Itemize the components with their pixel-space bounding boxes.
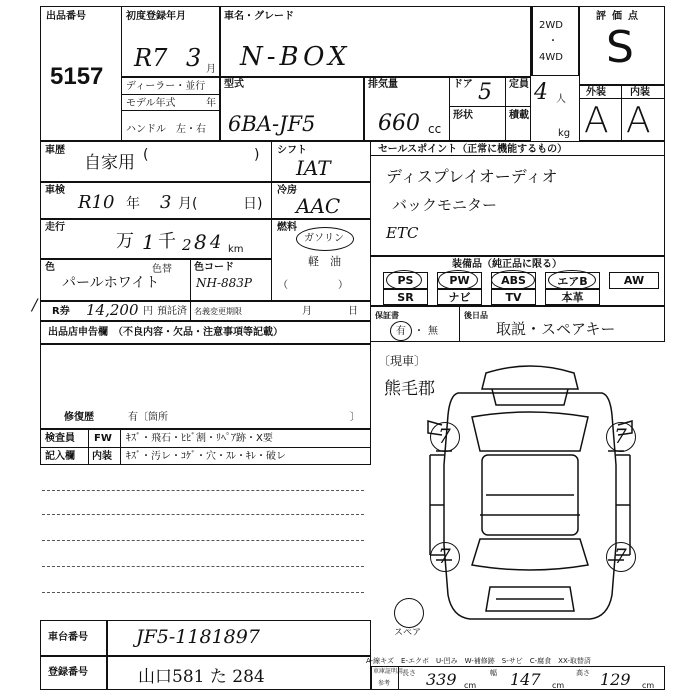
car-diagram — [400, 355, 660, 635]
dims-length-value: 339 — [426, 670, 457, 689]
lot-number: 5157 — [50, 63, 104, 90]
recycle-deposit: 預託済 — [157, 306, 187, 317]
fuel-paren: （ ） — [278, 280, 348, 291]
door-value: 5 — [478, 80, 492, 105]
chassis-label: 車台番号 — [48, 632, 88, 643]
fuel-gas: ガソリン — [304, 233, 344, 244]
accessories-label: 後日品 — [464, 311, 488, 320]
equip-tv: TV — [491, 289, 536, 305]
equip-airbag: エアB — [545, 272, 600, 289]
dims-width-label: 幅 — [490, 669, 497, 677]
grade-eval-label: 評価点 — [596, 11, 644, 22]
color-code-value: NH-883P — [196, 276, 252, 290]
capacity-label: 定員 — [509, 79, 529, 90]
ext-label: 外装 — [586, 87, 606, 98]
accessories-value: 取説・スペアキー — [496, 320, 616, 338]
int-label: 内装 — [630, 87, 650, 98]
mileage-one: 1 — [142, 230, 155, 254]
inspection-year-unit: 年 — [126, 196, 140, 212]
equip-pw-circle — [438, 270, 478, 290]
ext-value: A — [584, 100, 609, 141]
plate-label: 登録番号 — [48, 667, 88, 678]
grade-eval-value: S — [606, 22, 634, 73]
dims-label-1: 車庫証明用 — [373, 668, 404, 675]
shape-label: 形状 — [453, 110, 473, 121]
recycle-unit: 円 — [143, 306, 153, 317]
recycle-label: R券 — [52, 306, 70, 317]
tire-fl-value: 7 — [438, 424, 451, 448]
equip-sr: SR — [383, 289, 428, 305]
first-reg-month-unit: 月 — [206, 64, 216, 75]
repair-text: 有〔箇所 — [128, 412, 168, 423]
sales-point-line-1: ディスプレイオーディオ — [386, 167, 558, 186]
warranty-yes: 有 — [396, 326, 406, 337]
dims-height-value: 129 — [600, 670, 631, 689]
dealer-label: ディーラー・並行 — [126, 81, 206, 92]
equip-airbag-circle — [548, 270, 596, 290]
dims-height-unit: cm — [642, 681, 655, 690]
inspector-naiso: 内装 — [92, 451, 112, 462]
tire-rr-value: 7 — [614, 544, 627, 568]
history-open: ( — [143, 147, 149, 163]
history-value: 自家用 — [84, 153, 135, 173]
equip-ps-circle — [386, 270, 422, 290]
shift-label: シフト — [277, 145, 307, 156]
repair-label: 修復歴 — [64, 412, 94, 423]
model-label: 型式 — [224, 79, 244, 90]
dims-width-value: 147 — [510, 670, 541, 689]
plate-value: 山口581 た 284 — [138, 667, 265, 687]
sales-point-line-3: ETC — [386, 224, 419, 242]
mileage-d1: 2 — [182, 236, 192, 254]
recycle-value: 14,200 — [86, 301, 139, 319]
drive-dot: ・ — [548, 36, 558, 47]
first-reg-era: R7 — [134, 44, 168, 72]
car-name-label: 車名・グレード — [224, 11, 294, 22]
door-label: ドア — [453, 79, 473, 90]
fuel-label: 燃料 — [277, 222, 297, 233]
mileage-d3: 4 — [210, 232, 222, 253]
capacity-value: 4 — [534, 80, 548, 105]
drive-2wd: 2WD — [539, 20, 563, 31]
model-year-label: モデル年式 — [126, 98, 176, 109]
mileage-d2: 8 — [194, 230, 207, 254]
model-value: 6BA-JF5 — [228, 112, 316, 136]
displacement-unit: cc — [428, 122, 442, 136]
genkyo-note: 熊毛郡 — [384, 379, 435, 399]
model-year-unit: 年 — [206, 98, 216, 109]
cooler-value: AAC — [296, 194, 341, 218]
displacement-value: 660 — [378, 111, 420, 136]
mileage-man: 万 — [116, 231, 134, 252]
warranty-label: 保証書 — [375, 311, 399, 320]
color-value: パールホワイト — [62, 275, 160, 291]
tire-rl-value: 7 — [438, 544, 451, 568]
equip-ps: PS — [383, 272, 428, 289]
chassis-value: JF5-1181897 — [136, 626, 260, 648]
inspection-label: 車検 — [45, 185, 65, 196]
drive-4wd: 4WD — [539, 52, 563, 63]
equip-abs-circle — [491, 270, 535, 290]
inspector-fw: FW — [94, 433, 112, 444]
sales-point-line-2: バックモニター — [392, 196, 498, 214]
mileage-unit: km — [228, 244, 244, 255]
dims-label-2: 参考 — [378, 680, 391, 687]
mileage-label: 走行 — [45, 222, 65, 233]
name-change-day: 日 — [348, 306, 358, 317]
dims-width-unit: cm — [552, 681, 565, 690]
equip-abs: ABS — [491, 272, 536, 289]
color-change: 色替 — [152, 264, 172, 275]
color-label: 色 — [45, 262, 55, 273]
car-name-value: N-BOX — [240, 42, 351, 72]
int-value: A — [626, 100, 651, 141]
dims-length-unit: cm — [464, 681, 477, 690]
inspector-label-1: 検査員 — [45, 433, 75, 444]
color-code-label: 色コード — [194, 262, 234, 273]
capacity-unit: 人 — [556, 94, 566, 105]
cooler-label: 冷房 — [277, 185, 297, 196]
first-reg-label: 初度登録年月 — [126, 11, 186, 22]
inspector-naiso-text: ｷｽﾞ・汚レ・ｺｹﾞ・穴・ｽﾚ・ｷﾚ・破レ — [126, 451, 286, 462]
inspector-label-2: 記入欄 — [45, 451, 75, 462]
load-unit: kg — [558, 128, 571, 139]
shift-value: IAT — [296, 156, 331, 180]
dims-length-label: 長さ — [402, 669, 416, 677]
damage-legend: A-線キズ E-エクボ U-凹み W-補修跡 S-サビ C-腐食 XX-取替済 — [366, 657, 591, 665]
warranty-sep: ・ — [414, 326, 424, 337]
inspection-day-unit: 日) — [243, 196, 263, 212]
inspection-month: 3 — [160, 192, 172, 213]
dims-height-label: 高さ — [576, 669, 590, 677]
inspector-fw-text: ｷｽﾞ・飛石・ﾋﾋﾞ割・ﾘﾍﾟｱ跡・X要 — [126, 433, 273, 444]
equip-navi: ナビ — [437, 289, 482, 305]
inspection-month-unit: 月( — [178, 196, 198, 212]
recycle-mark: / — [32, 295, 38, 314]
equip-aw: AW — [609, 272, 659, 289]
sales-point-label: セールスポイント（正常に機能するもの） — [378, 144, 568, 155]
mileage-sen: 千 — [158, 231, 176, 252]
equipment-title: 装備品（純正品に限る） — [452, 259, 562, 270]
fuel-diesel: 軽 油 — [308, 255, 341, 268]
spare-label: スペア — [394, 628, 422, 638]
equip-leather: 本革 — [545, 289, 600, 305]
name-change-month: 月 — [302, 306, 312, 317]
spare-circle — [394, 598, 424, 628]
declaration-label: 出品店申告欄 （不良内容・欠品・注意事項等記載） — [48, 327, 283, 338]
displacement-label: 排気量 — [368, 79, 398, 90]
first-reg-month: 3 — [186, 44, 202, 72]
handle-label: ハンドル 左・右 — [126, 124, 206, 135]
genkyo-label: 〔現車〕 — [378, 354, 427, 368]
load-label: 積載 — [509, 110, 529, 121]
repair-close: 〕 — [350, 412, 360, 423]
lot-label: 出品番号 — [46, 11, 86, 22]
inspection-value: R10 — [78, 192, 115, 213]
name-change-label: 名義変更期限 — [194, 307, 242, 316]
history-close: ) — [254, 147, 260, 163]
history-label: 車歴 — [45, 145, 65, 156]
tire-fr-value: 7 — [614, 424, 627, 448]
warranty-no: 無 — [428, 326, 438, 337]
equip-pw: PW — [437, 272, 482, 289]
